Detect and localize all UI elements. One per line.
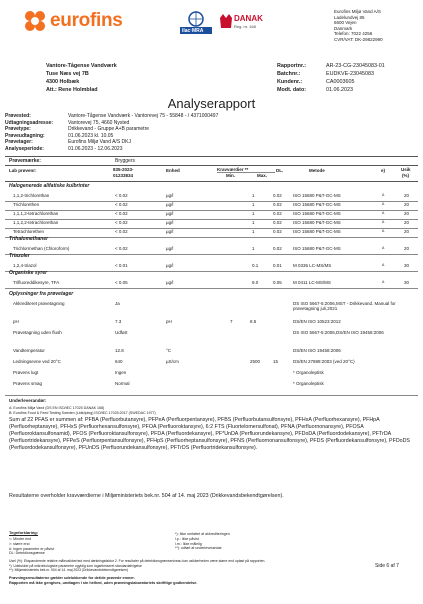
recipient-address: [46, 62, 117, 94]
legend-item: #: Ingen parametre er påvist: [9, 546, 54, 551]
method: DS/EN ISO 10523:2012: [293, 319, 341, 324]
method: ISO 15680 P&T-GC-MS: [293, 229, 341, 234]
detection-limit: 0.02: [273, 193, 282, 198]
pfas-text: Sum af 22 PFAS er summen af: PFBA (Perfluorbutansyre), PFPeA (Perfluorpentansyre), PFBS (Perfluorbutansulfonsyre), PFHxA (Perfluorhexansyre), PFHpA (Perfluorheptansyre), PFHxS (Perfluorhexansulfonsyre), PFOA (Perfluoroktansyre), 6:2 FTS (Fluortelomersulfonat), PFNA (Perfluornonansyre), PFOSA (Perfluoroktansulfonamid), PFOS (Perfluoroktansulfonsyre), PFDA (Perfluordekansyre), PF*UnDA (Perfluorundekansyre), PFDoDA (Perfluordodekansyre), PFTrDA (Perfluortridekansyre), PFPeS (Perfluorpentansulfonsyre), PFHpS (Perfluorheptansulfonsyre), PFNS (Perfluornonansulfonsyre), PFDS (Perfluordekansulfonsyre), PFDoDS (Perfluordodekansulfonsyre), PFUnDS (Perfluorundekansulfonsyre), PFTrDS (Perfluortridekansulfonsyre).: [9, 417, 410, 451]
method: DS ISO 5667-5:2006,MST - Drikkevand. Manual for prøvetagning juli,2021: [293, 301, 396, 312]
table-row: [0, 318, 423, 329]
detection-limit: 0.02: [273, 211, 282, 216]
uncertainty: 20: [404, 202, 410, 207]
sample-info-label: Udtagningsadresse:: [5, 119, 54, 126]
param-name: Trichlorethen: [13, 202, 40, 207]
legend-notes: [9, 559, 349, 573]
param-name: Prøvetagning uden flush: [13, 330, 62, 335]
divider: [5, 156, 418, 157]
table-row: [0, 329, 423, 347]
sample-mark: [9, 158, 309, 164]
report-number-label: Rapportnr.:: [277, 63, 307, 69]
lab-code: A: [382, 220, 385, 224]
divider: [5, 288, 418, 289]
lab-code: A: [382, 263, 385, 267]
header-max: Max.: [257, 173, 268, 178]
unit: µS/cm: [166, 359, 179, 364]
sample-info-label: Prøvetype:: [5, 126, 31, 132]
legend: [0, 530, 423, 604]
uncertainty: 20: [404, 246, 410, 251]
param-name: pH: [13, 319, 19, 324]
detection-limit: 0.01: [273, 263, 282, 268]
lab-code: A: [382, 246, 385, 250]
method: * Organoleptisk: [293, 370, 324, 375]
sample-info-value: Vantorevej 75, 4660 Nysted: [68, 119, 130, 126]
legend-item: *): Ikke omfattet af akkrediteringen: [175, 532, 230, 536]
batch-number-label: Batchnr.:: [277, 71, 301, 77]
eurofins-logo: [22, 8, 132, 34]
unit: µg/l: [166, 220, 174, 225]
method: ISO 15680 P&T-GC-MS: [293, 220, 341, 225]
param-name: Vandtemperatur: [13, 348, 45, 353]
divider: [5, 271, 418, 272]
param-name: Trifluoreddikesyre, TFA: [13, 280, 60, 285]
section-title: Triazoler: [9, 253, 30, 259]
section-title: Oplysninger fra prøvetager: [9, 291, 74, 297]
limit-max: 1: [252, 229, 255, 234]
detection-limit: 0.02: [273, 202, 282, 207]
header-krav: Kravværdier **: [217, 167, 249, 172]
received-date-value: 01.06.2023: [326, 87, 353, 93]
detection-limit: 0.02: [273, 246, 282, 251]
footer-line: Prøvningsresultaterne gælder udelukkende for det/de prøvede emner.: [9, 576, 135, 580]
batch-number-value: EUDKVE-23045083: [326, 71, 374, 77]
lab-address-line: 6600 Vejen: [334, 20, 357, 26]
sample-mark-label: Prøvemærke:: [9, 158, 41, 164]
sample-info-value: Eurofins Miljø Vand A/S DKJ: [68, 139, 131, 145]
header-e: e): [381, 168, 386, 173]
page-title: Analyserapport: [167, 96, 256, 111]
method: ISO 15680 P&T-GC-MS: [293, 211, 341, 216]
lab-address-line: Telefon: 7022 4256: [334, 31, 373, 37]
result-value: < 0.02: [115, 211, 128, 216]
danak-name: DANAK: [234, 14, 263, 23]
sample-mark-value: Bryggers: [115, 158, 136, 164]
sample-info-label: Prøvested:: [5, 113, 31, 119]
result-value: 12.8: [115, 348, 124, 353]
limit-max: 1: [252, 202, 255, 207]
result-value: < 0.05: [115, 280, 128, 285]
unit: µg/l: [166, 229, 174, 234]
legend-note: **): Miljøministeriets bek.nr. 504 af 14. maj 2023 (Drikkevandsbekendtgørelsen): [9, 568, 129, 573]
eurofins-logo-icon: [22, 8, 48, 34]
legend-item: >: større end: [9, 541, 30, 546]
footer: [9, 576, 197, 586]
recipient-line: Vantore-Tågense Vandværk: [46, 63, 117, 69]
header-dl: DL.: [276, 168, 284, 173]
limit-max: 1: [252, 220, 255, 225]
result-value: < 0.02: [115, 202, 128, 207]
table-row: [0, 347, 423, 358]
unit: µg/l: [166, 202, 174, 207]
result-value: Ingen: [115, 370, 127, 375]
detection-limit: 0.02: [273, 229, 282, 234]
lab-address-line: Danmark: [334, 25, 353, 31]
lab-code: A: [382, 211, 385, 215]
param-name: Ledningsevne ved 20°C: [13, 359, 61, 364]
lab-code: A: [382, 280, 385, 284]
sample-info-value: 01.06.2023 - 12.06.2023: [68, 145, 123, 152]
method: M 0336 LC-MS/MS: [293, 263, 332, 268]
param-name: Trichlormethan (Chloroform): [13, 246, 70, 251]
divider: [5, 254, 418, 255]
uncertainty: 20: [404, 193, 410, 198]
limit-max: 8.5: [250, 319, 257, 324]
lab-address: [334, 9, 419, 43]
report-meta: [277, 62, 417, 94]
section-title: Halogenerede alifatiske kulbrinter: [9, 183, 90, 189]
uncertainty: 30: [404, 263, 410, 268]
header-pct: (%): [402, 173, 409, 178]
limit-min: 7: [230, 319, 233, 324]
detection-limit: 0.05: [273, 280, 282, 285]
param-name: 1,1,2-trichlorethan: [13, 193, 50, 198]
limit-max: 9.0: [252, 280, 259, 285]
subcontractor-line: A: Eurofins Miljø Vand (DS EN ISO/IEC 17025 DANAK 168): [9, 406, 105, 410]
legend-note: *): Udelukker på mikrobiologiske parametre ugyldig som logaritmiseret standardafvigelse: [9, 563, 142, 568]
result-value: < 0.01: [115, 263, 128, 268]
divider: [217, 172, 275, 173]
uncertainty: 20: [404, 229, 410, 234]
table-row: [0, 358, 423, 369]
table-row: [0, 300, 423, 318]
recipient-line: 4300 Holbæk: [46, 79, 80, 85]
lab-address-line: Ladelundvej 85: [334, 14, 365, 20]
lab-address-line: CVR/VAT: DK-29822990: [334, 36, 383, 42]
limit-max: 1: [252, 246, 255, 251]
result-value: < 0.02: [115, 246, 128, 251]
sample-info-label: Prøvetager:: [5, 139, 33, 145]
legend-item: DL: Detektionsgrænse: [9, 551, 45, 556]
uncertainty: 20: [404, 220, 410, 225]
unit: µg/l: [166, 193, 174, 198]
recipient-line: Tuse Næs vej 7B: [46, 71, 89, 77]
header-enhed: Enhed: [166, 168, 180, 173]
recipient-line: Att.: Rene Holmblad: [46, 87, 98, 93]
result-value: < 0.02: [115, 193, 128, 198]
divider: [5, 165, 418, 166]
limit-max: 1: [252, 193, 255, 198]
sample-info-label: Prøveudtagning:: [5, 132, 45, 139]
report-number-value: AR-23-CG-23045083-01: [326, 63, 385, 69]
customer-number-label: Kundenr.:: [277, 79, 303, 85]
ilac-mra-logo: [176, 10, 216, 36]
detection-limit: 0.02: [273, 220, 282, 225]
uncertainty: 30: [404, 280, 410, 285]
eurofins-wordmark: eurofins: [50, 10, 123, 31]
legend-item: <: Mindre end: [9, 537, 32, 541]
result-value: 640: [115, 359, 123, 364]
legend-note: Usel (%): Ekspanderede relative måleusikkerhed med dækningsfaktor 2. For resultater på detektionsgrænseniveau kan usikkerheden være større end opløst på rapporten.: [9, 559, 266, 563]
result-value: Ja: [115, 301, 120, 306]
unit: µg/l: [166, 280, 174, 285]
lab-address-line: Eurofins Miljø Vand A/S: [334, 9, 381, 14]
result-value: Udført: [115, 330, 128, 335]
uncertainty: 20: [404, 211, 410, 216]
divider: [5, 395, 418, 396]
legend-left: [9, 537, 54, 556]
danak-logo: [219, 10, 263, 38]
param-name: 1,1,1,2-tetrachlorethan: [13, 211, 59, 216]
divider: [5, 181, 418, 182]
detection-limit: 15: [273, 359, 279, 364]
unit: µg/l: [166, 246, 174, 251]
result-value: Normal: [115, 381, 130, 386]
method: DS/EN ISO 19458:2006: [293, 348, 341, 353]
sample-info-label: Analyseperiode:: [5, 145, 44, 152]
lab-code: A: [382, 193, 385, 197]
param-name: Tetrachlorethen: [13, 229, 45, 234]
legend-title: Tegnforklaring:: [9, 530, 39, 535]
param-name: Akkrediteret prøvetagning: [13, 301, 65, 306]
section-title: Trihalomethaner: [9, 236, 49, 242]
limit-max: 0.1: [252, 263, 259, 268]
method: ISO 15680 P&T-GC-MS: [293, 193, 341, 198]
ilac-text: ilac·MRA: [182, 27, 204, 34]
result-value: < 0.02: [115, 229, 128, 234]
param-name: 1,2,4-triazol: [13, 263, 37, 268]
method: ISO 15680 P&T-GC-MS: [293, 202, 341, 207]
method: DS/EN 27888:2003 (ved 20°C): [293, 359, 355, 364]
param-name: Prøvens lugt: [13, 370, 39, 375]
header-metode: Metode: [309, 168, 325, 173]
param-name: 1,1,2,2-tetrachlorethan: [13, 220, 59, 225]
sample-info-value: Drikkevand - Gruppe A+B parametre: [68, 126, 150, 132]
lab-code: A: [382, 229, 385, 233]
subcontractor-title: Underleverandør:: [9, 398, 47, 403]
sample-info: [5, 113, 415, 152]
sample-info-value: 01.06.2023 kl. 10.05: [68, 132, 114, 139]
unit: pH: [166, 319, 172, 324]
header-lab: Lab prøvenr:: [9, 168, 37, 173]
unit: °C: [166, 348, 172, 353]
method: DS ISO 5667-5:2006,DS/EN ISO 19458:2006: [293, 330, 384, 335]
footer-line: Rapporten må ikke gengives, undtagen i sin helhed, uden prøvningslaboratoriets skriftlige godkendelse.: [9, 581, 198, 585]
section-title: Organiske syrer: [9, 270, 48, 276]
legend-item: **): udført af underleverandør: [175, 546, 222, 551]
received-date-label: Modt. dato:: [277, 87, 307, 93]
page-number: Side 6 af 7: [375, 563, 399, 569]
conclusion-text: Resultaterne overholder kravværdierne i Miljøministeriets bek.nr. 504 af 14. maj 2023 (Drikkevandsbekendtgørelsen).: [9, 493, 284, 499]
legend-item: i.p.: Ikke påvist: [175, 536, 199, 541]
danak-reg: Reg. nr. 168: [234, 24, 256, 29]
legend-item: i.m.: Ikke målelig: [175, 541, 202, 546]
divider: [5, 237, 418, 238]
sample-info-value: Vantore-Tågense Vandværk - Vantorevej 75 - 55848 - / 4371000497: [68, 113, 219, 119]
method: ISO 15680 P&T-GC-MS: [293, 246, 341, 251]
method: M 0411 LC-MS/MS: [293, 280, 331, 285]
header-sampleno-1: 835-2023-: [113, 167, 134, 172]
limit-max: 2500: [250, 359, 261, 364]
param-name: Prøvens smag: [13, 381, 43, 386]
legend-right: [175, 532, 230, 551]
danak-crown-icon: [219, 12, 233, 30]
result-value: 7.3: [115, 319, 122, 324]
unit: µg/l: [166, 263, 174, 268]
header-usik: Usik: [401, 167, 411, 172]
limit-max: 1: [252, 211, 255, 216]
table-row: [0, 380, 423, 391]
customer-number-value: CA0003605: [326, 79, 355, 85]
subcontractor-line: B: Eurofins Food & Feed Testing Sweden (Lidköping) ISO/IEC 17025:2017 (SWEDAC 1977): [9, 411, 156, 415]
header-sampleno-2: 01233834: [113, 173, 134, 178]
header-min: Min.: [226, 173, 235, 178]
method: * Organoleptisk: [293, 381, 324, 386]
result-value: < 0.02: [115, 220, 128, 225]
table-row: [0, 369, 423, 380]
lab-code: A: [382, 202, 385, 206]
table-header: [0, 167, 423, 181]
unit: µg/l: [166, 211, 174, 216]
